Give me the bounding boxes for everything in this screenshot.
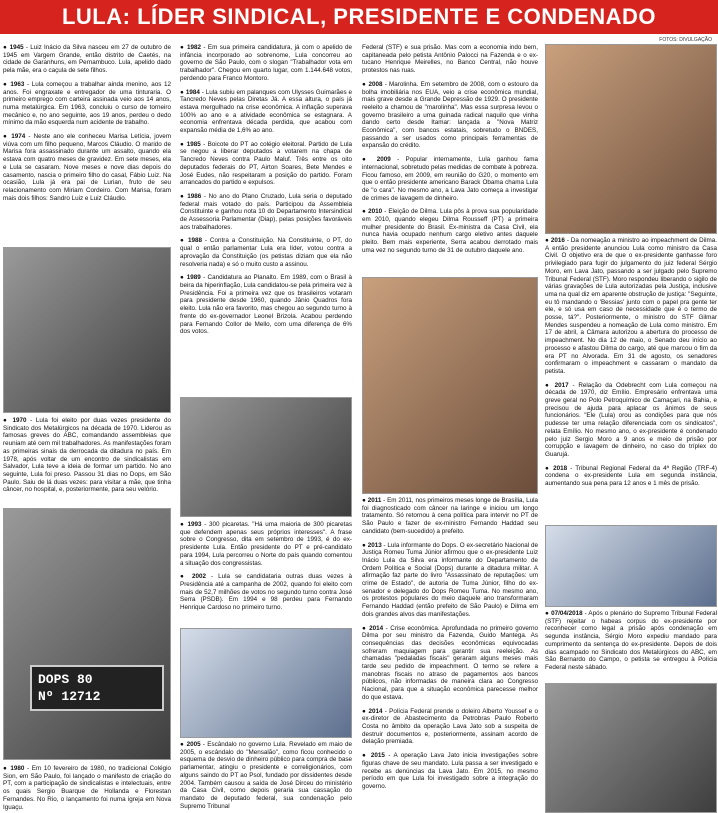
bullet-icon: ●	[180, 140, 187, 148]
entry-text: - Lula informante do Dops. O ex-secretário Nacional de Justiça Romeu Tuma Júnior afirmou que o ex-presidente Luiz Inácio Lula da Silva era informante do Departamento de Ordem Política e Social (Dops) durante a ditadura militar. A afirmação faz parte do livro "Assassinato de reputações: um crime de Estado", de autoria de Tuma Júnior, filho do ex-senador e delegado do Dops Romeu Tuma. No mesmo ano, os protestos populares do meio daquele ano transformaram Fernando Haddad (então prefeito de São Paulo) e Dilma em dois grandes alvos das manifestações.	[362, 541, 538, 618]
photo-lula-collor	[180, 397, 352, 517]
entry-year: 2018	[553, 464, 568, 472]
headline: LULA: LÍDER SINDICAL, PRESIDENTE E CONDENADO	[61, 4, 657, 29]
bullet-icon: ●	[362, 156, 377, 164]
column-2	[180, 44, 352, 394]
entry-year: 1974	[11, 133, 26, 141]
entry-year: 2016	[550, 237, 565, 244]
entry-text: - Marolinha. Em setembro de 2008, com o estouro da bolha imobiliária nos EUA, veio a crise econômica mundial, mais grave desde a Grande Depressão de 1929. O presidente reeleito a chamou de "marolinha". Mas essa surpresa levou o governo brasileiro a uma guinada radical naquilo que vinha dando certo desde Itamar: lançada a "Nova Matriz Econômica", com bancos estatais, sobretudo o BNDES, passando a ser usados como principais ferramentas de expansão do crédito.	[362, 80, 538, 150]
photo-lula-inauguration	[180, 628, 352, 738]
photo-credit: FOTOS: DIVULGAÇÃO	[659, 37, 712, 43]
timeline-entry	[180, 521, 352, 567]
bullet-icon: ●	[180, 237, 188, 245]
column-4b	[545, 610, 717, 678]
entry-text: - Luiz Inácio da Silva nasceu em 27 de outubro de 1945 em Vargem Grande, então distrito de Caetés, na cidade de Garanhuns, em Pernambuco. Lula, apelido dado pela mãe, era o caçula de sete filhos.	[3, 44, 171, 75]
entry-year: 1985	[186, 140, 201, 148]
bullet-icon: ●	[362, 208, 369, 216]
timeline-entry	[362, 542, 538, 619]
entry-text: - Lula se candidataria outras duas vezes à Presidência até a campanha de 2002, quando foi eleito com mais de 52,7 milhões de votos no segundo turno contra José Serra (PSDB). Em 1994 e 98 perdeu para Fernando Henrique Cardoso no primeiro turno.	[180, 573, 352, 612]
bullet-icon: ●	[545, 381, 555, 389]
timeline-entry	[180, 741, 352, 810]
photo-trf4-tribunal	[545, 525, 717, 607]
timeline-entry	[3, 44, 171, 75]
mugshot-plaque	[30, 665, 164, 711]
entry-year: 2005	[186, 741, 201, 748]
bullet-icon: ●	[362, 541, 368, 549]
timeline-entry	[362, 81, 538, 150]
bullet-icon: ●	[180, 192, 188, 200]
entry-year: 2017	[554, 381, 569, 389]
entry-year: 2010	[368, 208, 383, 216]
timeline-entry	[362, 708, 538, 747]
entry-year: 2011	[367, 497, 382, 504]
entry-text: - Escândalo no governo Lula. Revelado em maio de 2005, o escândalo do "Mensalão", como ficou conhecido o esquema de desvio de dinheiro público para compra de base parlamentar, atingiu o presidente e correligionários, com alguns saindo do PT ao Psol, fundado por dissidentes desde 2004. Também causou a saída de José Dirceu do ministério da Casa Civil, como depois geraria sua cassação do mandato de deputado federal, sua condenação pelo Supremo Tribunal	[180, 741, 352, 810]
column-2b	[180, 521, 352, 623]
bullet-icon: ●	[180, 573, 193, 581]
bullet-icon: ●	[3, 765, 11, 772]
entry-text: - Contra a Constituição. Na Constituinte, o PT, do qual o então parlamentar Lula era líder, votou contra a aprovação da Constituição (os petistas diziam que ela não resolveria nada) e só o muito custo a assinou.	[180, 237, 352, 268]
bullet-icon: ●	[180, 44, 187, 51]
bullet-icon: ●	[362, 497, 368, 504]
entry-year: 1963	[10, 80, 25, 88]
bullet-icon: ●	[180, 741, 187, 748]
timeline-entry	[180, 89, 352, 135]
bullet-icon: ●	[545, 237, 551, 244]
timeline-entry	[362, 44, 538, 75]
column-1c	[3, 765, 171, 811]
entry-text: - Tribunal Regional Federal da 4ª Região (TRF-4) condena o ex-presidente Lula em segunda instância, aumentando sua pena para 12 anos e 1 mês de prisão.	[545, 464, 717, 488]
timeline-entry	[180, 274, 352, 336]
entry-text: - Em 10 fevereiro de 1980, no tradicional Colégio Sion, em São Paulo, foi lançado o manifesto de criação do PT, com a participação de sindicalistas e intelectuais, entre os quais Sergio Buarque de Hollanda e Florestan Fernandes. No Rio, o lançamento foi numa igreja em Nova Iguaçu.	[3, 765, 171, 811]
column-3b	[362, 497, 538, 811]
entry-text: - Neste ano ele conheceu Marisa Letícia, jovem viúva com um filho pequeno, Marcos Cláudio. O marido de Marisa fora assassinado durante um assalto, quando ela estava com quatro meses de gravidez. Em sete meses, ela e Lula se casaram. Nove meses e nove dias depois do casamento, nascia o primeiro filho do casal, Fábio Luiz. Na ocasião, Lula já era pai de Lurian, fruto de seu relacionamento com Miriam Cordeiro. Com Marisa, foram mais dois filhos: Sandro Luiz e Luiz Cláudio.	[3, 133, 171, 202]
photo-lula-dilma	[362, 277, 538, 494]
column-3	[362, 44, 538, 272]
timeline-entry	[3, 81, 171, 127]
entry-text: - Popular internamente, Lula ganhou fama internacional, sobretudo pelas medidas de combate à pobreza. Ficou famoso, em 2009, em reunião do G20, o momento em que o então presidente americano Barack Obama chama Lula de "o cara". No mesmo ano, a Lava Jato começa a investigar de crimes de lavagem de dinheiro.	[362, 156, 538, 202]
entry-year: 1982	[186, 44, 201, 51]
entry-text: - A operação Lava Jato inicia investigações sobre figuras chave de seu mandato. Lula passa a ser investigado e recebe as denúncias da Lava Jato. Em 2015, no mesmo período em que Lula foi investigado sobre a integração do governo.	[362, 752, 538, 790]
bullet-icon: ●	[362, 707, 369, 715]
entry-year: 1993	[187, 521, 202, 528]
entry-text: - Lula subiu em palanques com Ulysses Guimarães e Tancredo Neves pelas Diretas Já. A essa altura, o país já estava mergulhado na crise econômica. A inflação superava 100% ao ano e a atividade econômica se estagnara. A economia enfrentava década perdida, que acabou com expansão média de 1,6% ao ano.	[180, 88, 352, 135]
photo-lula-crowd	[545, 683, 717, 813]
timeline-entry	[362, 208, 538, 254]
timeline-entry	[3, 765, 171, 811]
entry-year: 2013	[367, 541, 382, 549]
timeline-entry	[362, 625, 538, 702]
entry-year: 1945	[9, 44, 24, 51]
entry-text: - Após o plenário do Supremo Tribunal Federal (STF) rejeitar o habeas corpus do ex-presidente por reconhecer como legal a prisão após condenação em segunda instância, Sérgio Moro expediu mandado para cumprimento da sentença do ex-presidente. Depois de dois dias acampado no Sindicato dos Metalúrgicos do ABC, em São Bernardo do Campo, o petista se entregou à Polícia Federal neste sábado.	[545, 610, 717, 671]
timeline-entry	[3, 133, 171, 202]
column-2c	[180, 741, 352, 811]
timeline-entry	[180, 193, 352, 232]
bullet-icon: ●	[180, 521, 188, 528]
column-1b	[3, 417, 171, 502]
entry-text: - No ano do Plano Cruzado, Lula seria o deputado federal mais votado do país. Participou da Assembleia Constituinte e ganhou nota 10 do Departamento Intersindical de Assessoria Parlamentar (Diap), pelas posições favoráveis aos trabalhadores.	[180, 192, 352, 231]
photo-sergio-moro	[545, 44, 717, 234]
entry-year: 1984	[185, 88, 200, 96]
column-4	[545, 237, 717, 519]
entry-text: Federal (STF) e sua prisão. Mas com a economia indo bem, capitaneada pelo petista Antônio Palocci na Fazenda e o ex-tucano Henrique Meirelles, no Banco Central, não houve protestos nas ruas.	[362, 44, 538, 75]
entry-year: 07/04/2018	[551, 610, 583, 617]
timeline-entry	[180, 237, 352, 268]
timeline-entry	[180, 141, 352, 187]
entry-year: 1970	[12, 417, 27, 424]
entry-year: 2002	[192, 573, 207, 581]
column-1	[3, 44, 171, 244]
timeline-entry	[362, 497, 538, 536]
timeline-entry	[545, 610, 717, 672]
timeline-entry	[545, 237, 717, 376]
bullet-icon: ●	[3, 80, 11, 88]
bullet-icon: ●	[3, 417, 13, 424]
entry-year: 1988	[187, 237, 202, 245]
bullet-icon: ●	[545, 464, 554, 472]
entry-text: - Em sua primeira candidatura, já com o apelido de infância incorporado ao sobrenome, Lula concorreu ao governo de São Paulo, com o slogan "Trabalhador vota em trabalhador". Chegou em quarto lugar, com 1.144.648 votos, perdendo para Franco Montoro.	[180, 44, 352, 82]
bullet-icon: ●	[545, 610, 552, 617]
timeline-entry	[180, 573, 352, 612]
bullet-icon: ●	[362, 80, 369, 88]
entry-text: - Lula foi eleito por duas vezes presidente do Sindicato dos Metalúrgicos na década de 1970. Liderou as famosas greves do ABC, comandando assembleias que reuniam até cem mil trabalhadores. As manifestações foram as primeiras sinais da derrocada da ditadura no país. Em 1978, após voltar de um encontro de sindicalistas em Salvador, Lula teve a ideia de formar um partido. No ano seguinte, Lula foi preso. Passou 31 dias no Dops, em São Paulo. Saiu de lá duas vezes: para visitar a mãe, que tinha câncer, no hospital, e, posteriormente, para seu velório.	[3, 417, 171, 494]
bullet-icon: ●	[180, 88, 186, 96]
plaque-line-2: Nº 12712	[38, 689, 101, 704]
timeline-entry	[180, 44, 352, 83]
bullet-icon: ●	[362, 752, 371, 760]
entry-text: - Candidatura ao Planalto. Em 1989, com o Brasil à beira da hiperinflação, Lula candidatou-se pela primeira vez à Presidência. Foi a primeira vez que os brasileiros votaram para presidente desde 1960, quando Jânio Quadros fora eleito. Lula não era favorito, mas chegou ao segundo turno à frente do ex-governador Leonel Brizola. Acabou perdendo para Fernando Collor de Mello, com uma diferença de 6% dos votos.	[180, 274, 352, 336]
bullet-icon: ●	[3, 133, 12, 141]
entry-year: 2015	[370, 752, 385, 760]
entry-text: - Relação da Odebrecht com Lula começou na década de 1970, diz Emílio. Empresário enfrentava uma greve geral no Polo Petroquímico de Camaçari, na Bahia, e precisou de ajuda para aplacar os ânimos de seus funcionários. "Ele (Lula) orou as condições para que nós pudesse ter uma relação diferenciada com os sindicatos", relata Emílio. No mesmo ano, o ex-presidente é condenado pelo juiz Sergio Moro a 9 anos e meio de prisão por corrupção e lavagem de dinheiro, no caso do tríplex do Guarujá.	[545, 381, 717, 458]
entry-text: - Polícia Federal prende o doleiro Alberto Youssef e o ex-diretor de Abastecimento da Petrobras Paulo Roberto Costa no âmbito da operação Lava Jato sob a suspeita de destruir documentos e, posteriormente, assinam acordo de delação premiada.	[362, 707, 538, 746]
timeline-entry	[362, 156, 538, 202]
entry-year: 2014	[369, 624, 384, 632]
photo-lula-with-cap	[3, 247, 171, 413]
entry-text: - Boicote do PT ao colégio eleitoral. Partido de Lula se negou a liberar deputados a votarem na chapa de Tancredo Neves contra Paulo Maluf. Três entre os oito deputados federais do PT, Airton Soares, Bete Mendes e José Eudes, não respeitaram a posição do partido. Foram arrancados do partido e expulsos.	[180, 140, 352, 187]
timeline-entry	[545, 382, 717, 459]
entry-year: 1980	[10, 765, 25, 772]
entry-text: - Eleição de Dilma. Lula pôs à prova sua popularidade em 2010, quando elegeu Dilma Rousseff (PT) a primeira mulher presidente do Brasil. Ex-ministra da Casa Civil, ela nunca havia ocupado nenhum cargo eletivo antes daquele pleito. Bem mais experiente, Serra acabou derrotado mais uma vez no segundo turno de 31 de outubro daquele ano.	[362, 208, 538, 254]
entry-year: 2009	[376, 156, 391, 164]
entry-text: - 300 picaretas. "Há uma maioria de 300 picaretas que defendem apenas seus próprios interesses". A frase sobre o Congresso, dita em setembro de 1993, é do ex-presidente Lula. Então presidente do PT e pré-candidato para 1994, Lula percorreu o Norte do país quando comentou a situação dos congressistas.	[180, 521, 352, 567]
headline-banner	[0, 0, 718, 34]
plaque-line-1: DOPS 80	[38, 672, 93, 687]
photo-lula-mugshot	[3, 508, 171, 760]
bullet-icon: ●	[3, 44, 10, 51]
timeline-entry	[362, 752, 538, 791]
entry-year: 2008	[368, 80, 383, 88]
timeline-entry	[3, 417, 171, 494]
entry-text: - Crise econômica. Aprofundada no primeiro governo Dilma por seu ministro da Fazenda, Guido Mantega. As consequências das decisões econômicas equivocadas sofreram maquiagem para garantir sua reeleição. As chamadas "pedaladas fiscais" geraram alguns meses mais tarde seu pedido de impeachment. O termo se refere a manobras fiscais no atraso de pagamentos aos bancos públicos, não informadas de maneira clara ao Congresso Nacional, para que a situação econômica parecesse melhor do que estava.	[362, 624, 538, 701]
entry-text: - Em 2011, nos primeiros meses longe de Brasília, Lula foi diagnosticado com câncer na laringe e iniciou um longo tratamento. Só retornou à cena política para intervir no PT de São Paulo e fazer de ex-ministro Fernando Haddad seu candidato (bem-sucedido) a prefeito.	[362, 497, 538, 535]
entry-text: - Lula começou a trabalhar ainda menino, aos 12 anos. Foi engraxate e entregador de uma tinturaria. O primeiro emprego com carteira assinada veio aos 14 anos, numa metalúrgica. Em 1963, concluiu o curso de torneiro mecânico e, no ano seguinte, aos 19 anos, perdeu o dedo mínimo da mão esquerda num acidente de trabalho.	[3, 80, 171, 127]
entry-text: - Da nomeação a ministro ao impeachment de Dilma. A então presidente anunciou Lula como ministro da Casa Civil. O objetivo era de que o ex-presidente ganhasse foro privilegiado para fugir do julgamento do juiz federal Sérgio Moro, em Lava Jato, passando a ser julgado pelo Supremo Tribunal Federal (STF). Moro respondeu liberando o sigilo de várias gravações de Lula autorizadas pela Justiça, inclusive uma na qual diz em aparente obstrução de justiça: "Seguinte, eu tô mandando o 'Bessias' junto com o papel pra gente ter ele, e só usa em caso de necessidade que é o termo de posse, tá?". Posteriormente, o ministro do STF Gilmar Mendes suspendeu a nomeação de Lula como ministro. Em 17 de abril, a Câmara autorizou a abertura do processo de impeachment. No dia 12 de maio, o Senado deu início ao processo e afastou Dilma do cargo, até que marcou o fim da era PT no Alvorada. Em 31 de agosto, os senadores confirmaram o impeachment e cassaram o mandato da petista.	[545, 237, 717, 375]
entry-year: 2014	[368, 707, 383, 715]
timeline-entry	[545, 465, 717, 488]
bullet-icon: ●	[362, 624, 370, 632]
bullet-icon: ●	[180, 274, 187, 282]
entry-year: 1986	[187, 192, 202, 200]
entry-year: 1989	[186, 274, 201, 282]
